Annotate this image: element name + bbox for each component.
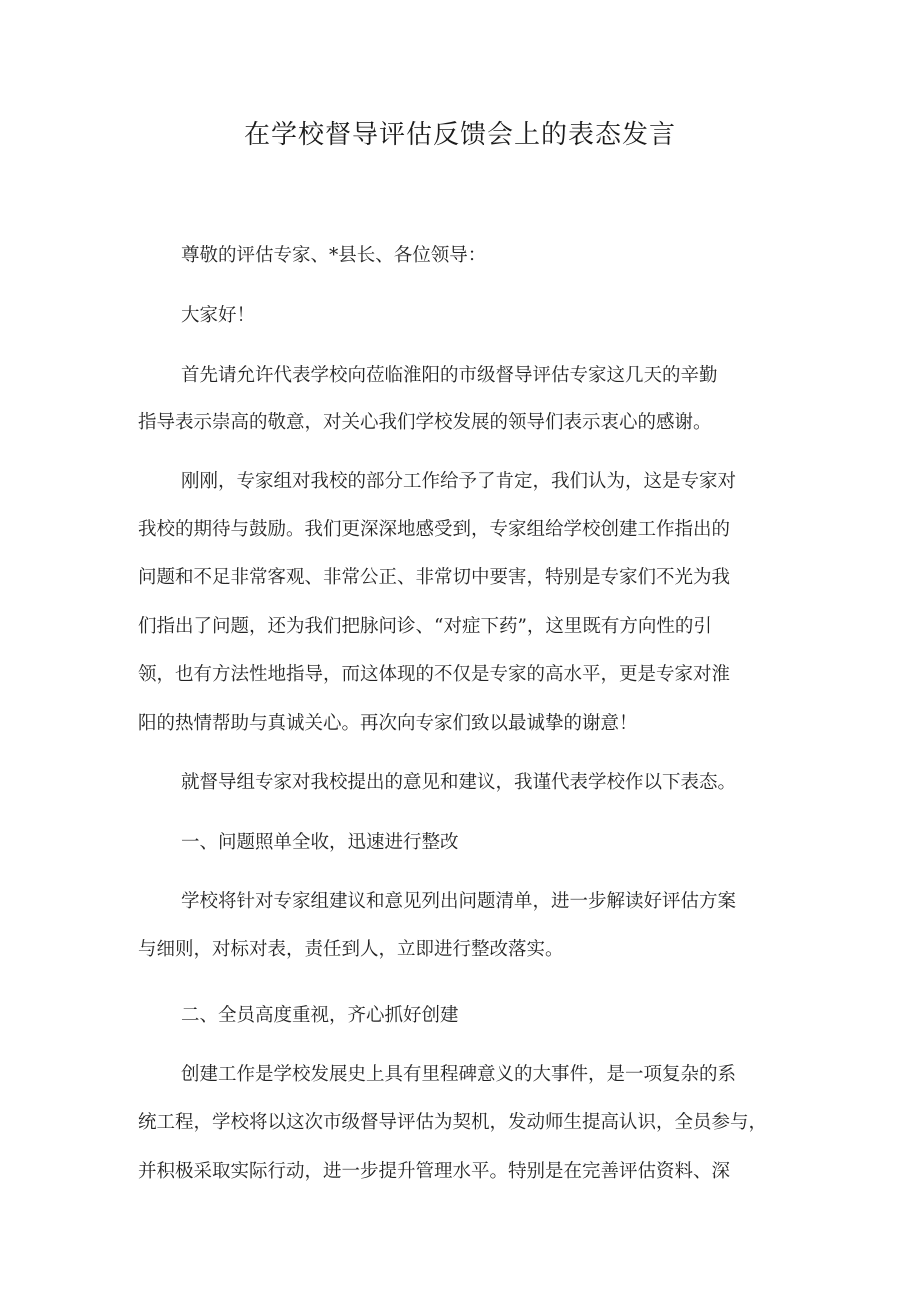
paragraph-line: 首先请允许代表学校向莅临淮阳的市级督导评估专家这几天的辛勤 — [181, 365, 718, 386]
paragraph-line: 并积极采取实际行动，进一步提升管理水平。特别是在完善评估资料、深 — [138, 1161, 731, 1182]
paragraph-line: 学校将针对专家组建议和意见列出问题清单，进一步解读好评估方案 — [181, 891, 737, 912]
paragraph-line: 领，也有方法性地指导，而这体现的不仅是专家的高水平，更是专家对淮 — [138, 664, 731, 685]
section-heading-1: 一、问题照单全收，迅速进行整改 — [181, 832, 459, 853]
paragraph-line: 创建工作是学校发展史上具有里程碑意义的大事件，是一项复杂的系 — [181, 1064, 737, 1085]
paragraph-line: 们指出了问题，还为我们把脉问诊、“对症下药”，这里既有方向性的引 — [138, 616, 712, 637]
paragraph-line: 指导表示崇高的敬意，对关心我们学校发展的领导们表示衷心的感谢。 — [138, 412, 712, 433]
paragraph-line: 我校的期待与鼓励。我们更深深地感受到，专家组给学校创建工作指出的 — [138, 519, 731, 540]
section-heading-2: 二、全员高度重视，齐心抓好创建 — [181, 1005, 459, 1026]
paragraph-line: 刚刚，专家组对我校的部分工作给予了肯定，我们认为，这是专家对 — [181, 471, 737, 492]
document-title: 在学校督导评估反馈会上的表态发言 — [243, 120, 676, 150]
paragraph-line: 阳的热情帮助与真诚关心。再次向专家们致以最诚挚的谢意！ — [138, 713, 638, 734]
greeting: 大家好！ — [181, 305, 256, 326]
paragraph-line: 与细则，对标对表，责任到人，立即进行整改落实。 — [138, 939, 564, 960]
paragraph-line: 就督导组专家对我校提出的意见和建议，我谨代表学校作以下表态。 — [181, 772, 737, 793]
paragraph-line: 统工程，学校将以这次市级督导评估为契机，发动师生提高认识，全员参与， — [138, 1112, 768, 1133]
paragraph-line: 问题和不足非常客观、非常公正、非常切中要害，特别是专家们不光为我 — [138, 567, 731, 588]
salutation: 尊敬的评估专家、*县长、各位领导： — [181, 245, 487, 266]
